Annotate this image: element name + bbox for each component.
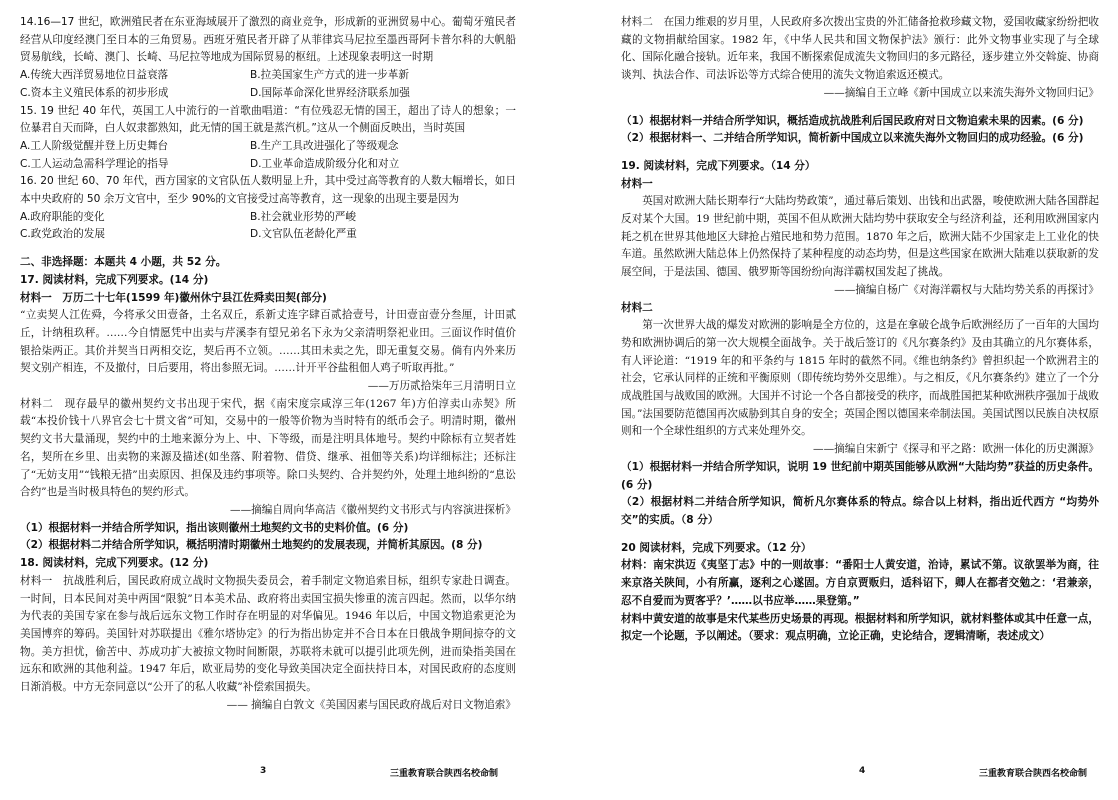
q18-requirement-1: （1）根据材料一并结合所学知识，概括造成抗战胜利后国民政府对日文物追索未果的因素。(6 分) <box>621 114 1084 127</box>
q15-option-c: C.工人运动急需科学理论的指导 <box>20 157 169 170</box>
q14-stem: 14.16—17 世纪，欧洲殖民者在东亚海域展开了激烈的商业竞争，形成新的亚洲贸易中心。葡萄牙殖民者经营从印度经澳门至日本的三角贸易。西班牙殖民者开辟了从菲律宾马尼拉至墨西哥阿卡普尔科的大帆船贸易航线，长崎、澳门、长崎、马尼拉等地成为国际贸易的枢纽。上述现象表明这一时期 <box>20 16 516 64</box>
q17-requirement-1: （1）根据材料一并结合所学知识，指出该则徽州土地契约文书的史料价值。(6 分) <box>20 521 409 534</box>
q17-material2-text: 材料二 现存最早的徽州契约文书出现于宋代，据《南宋度宗咸淳三年(1267 年)方伯淳卖山赤契》所载“本投价钱十八界官会七十贯文省”可知，交易中的一般等价物为当时特有的纸币会子。明清时期，徽州契约文书大量涌现，契约中的土地来源分为上、中、下等级，而是注明具体地号。契约中除标有立契者姓名，契所在乡里、出卖物的来源及描述(如坐落、附着物、借贷、继承、祖佃等关系)均详细标注；还标注了“无妨支用”“钱粮无措”出卖原因、担保及违约事项等。除口头契约、合并契约外，处理土地纠纷的“息讼合约”也是当时极具特色的契约形式。 <box>20 397 516 499</box>
right-page <box>559 0 1118 800</box>
q16-option-b: B.社会就业形势的严峻 <box>250 210 356 223</box>
q20-task: 材料中黄安道的故事是宋代某些历史场景的再现。根据材料和所学知识，就材料整体或其中任意一点，拟定一个论题，予以阐述。（要求：观点明确，立论正确，史论结合，逻辑清晰，表述成文） <box>621 612 1099 643</box>
q15-option-a: A.工人阶级觉醒并登上历史舞台 <box>20 139 169 152</box>
q14-option-b: B.拉美国家生产方式的进一步革新 <box>250 69 409 82</box>
q16-option-a: A.政府职能的变化 <box>20 210 105 223</box>
right-column <box>621 14 1099 646</box>
q17-requirement-2: （2）根据材料二并结合所学知识，概括明清时期徽州土地契约的发展表现，并简析其原因。(8 分) <box>20 539 483 552</box>
q17-material1-text: “立卖契人江佐舜，今将承父田壹备，土名双丘，系新丈连字肆百贰拾壹号，计田壹亩壹分叁厘，计田贰丘，计纳租玖秤。……今自情愿凭中出卖与芹溪李有望兄弟名下永为父亲清明祭祀业田。三面议作时值价银拾柒两正。其价并契当日两相交讫，契后再不立领。……其田未卖之先，即无重复交易。倘有内外来历契文别产相连，不及撤付，日后要用，将出参照无词。……计开平谷盐租佃人鸡子听取再批。” <box>20 309 516 375</box>
left-column <box>20 14 516 714</box>
q16-options <box>20 209 516 244</box>
q15-stem: 15. 19 世纪 40 年代，英国工人中流行的一首歌曲唱道：“有位残忍无情的国王，超出了诗人的想象；一位暴君自天而降，白人奴隶都熟知，此无情的国王就是蒸汽机。”这从一个侧面反映出，当时英国 <box>20 104 516 135</box>
q20-material-text: 材料：南宋洪迈《夷坚丁志》中的一则故事：“番阳士人黄安道，治诗，累试不第。议欲罢举为商，往来京洛关陕间，小有所赢，逐利之心遂固。方自京贾贩归，适科诏下，卿人在都者交勉之：‘君兼亲，忍不自爱而为贾客乎？’……以书应举……果登第。” <box>621 559 1099 607</box>
q19-material1-label: 材料一 <box>621 177 653 190</box>
q14-option-d: D.国际革命深化世界经济联系加强 <box>250 86 410 99</box>
q14-options <box>20 67 516 102</box>
q18-title: 18. 阅读材料，完成下列要求。(12 分) <box>20 557 209 570</box>
q14-option-c: C.资本主义殖民体系的初步形成 <box>20 86 169 99</box>
q14-option-a: A.传统大西洋贸易地位日益衰落 <box>20 69 169 82</box>
q16-option-d: D.文官队伍老龄化严重 <box>250 228 357 241</box>
q17-material1-title: 材料一 万历二十七年(1599 年)徽州休宁县江佐舜卖田契(部分) <box>20 291 327 304</box>
q15-options <box>20 138 516 173</box>
q17-material1-source: ——万历贰拾柒年三月清明日立 <box>367 380 516 393</box>
q15-option-b: B.生产工具改进强化了等级观念 <box>250 139 399 152</box>
q16-stem: 16. 20 世纪 60、70 年代，西方国家的文官队伍人数明显上升，其中受过高等教育的人数大幅增长，如日本中央政府的 50 余万文官中，至少 90%的文官接受过高等教育，这一现象的出现主要是因为 <box>20 175 516 206</box>
section-heading: 二、非选择题：本题共 4 小题，共 52 分。 <box>20 256 227 269</box>
q17-material2-source: ——摘编自周向华高洁《徽州契约文书形式与内容演进探析》 <box>229 503 516 516</box>
q18-material1-text: 材料一 抗战胜利后，国民政府成立战时文物损失委员会，着手制定文物追索目标，组织专家赴日调查。一时间，日本民间对美中两国“限貌”日本美术品、政府将出卖国宝损失惨重的流言四起。然而，以华尔纳为代表的美国专家在参与战后远东文物工作时存在明显的对华偏见。1946 年以后，中国文物追索更沦为美国博弈的筹码。美国针对苏联提出《雅尔塔协定》的行为指出协定并不合日本在日俄战争期间掠夺的文物。美方担忧，偷苦中、苏成功扩大被掠文物时间断限，苏联将未就可以提引此项先例，进而染指美国在远东和欧洲的其他利益。1947 年后，欧亚局势的变化导致美国决定全面扶持日本，对国民政府的态度则日渐消极。中方无奈同意以“公开了的私人收藏”补偿索国损失。 <box>20 574 516 694</box>
q19-requirement-1: （1）根据材料一并结合所学知识，说明 19 世纪前中期英国能够从欧洲“大陆均势”获益的历史条件。(6 分) <box>621 460 1099 491</box>
q19-material2-source: ——摘编自宋新宁《探寻和平之路：欧洲一体化的历史渊源》 <box>812 443 1099 456</box>
q18-material1-source: —— 摘编自白敦文《美国因素与国民政府战后对日文物追索》 <box>226 698 516 711</box>
q19-material2-text: 第一次世界大战的爆发对欧洲的影响是全方位的，这是在拿破仑战争后欧洲经历了一百年的大国均势和欧洲协调后的第一次大规模全面战争。关于战后签订的《凡尔赛条约》及由其确立的凡尔赛体系，有人评论道：“1919 年的和平条约与 1815 年时的截然不同。《维也纳条约》曾担织起一个欧洲君主的社会，它承认同样的正统和平衡原则（即传统均势外交思维）。与之相反，《凡尔赛条约》建立了一个分成战胜国与战败国的欧洲。大国并不讨论一个各自都接受的秩序，而战胜国把某种欧洲秩序强加于战败国。”法国要防范德国再次威胁到其自身的安全；英国企图以德国来牵制法国。美国试图以民族自决权原则和一个全球性组织的方式来处理外交。 <box>621 319 1099 438</box>
q19-material2-label: 材料二 <box>621 301 653 314</box>
page-number-right: 4 <box>859 766 866 776</box>
q19-requirement-2: （2）根据材料二并结合所学知识，简析凡尔赛体系的特点。综合以上材料，指出近代西方 “均势外交”的实质。（8 分） <box>621 496 1099 526</box>
footer-left: 三重教育联合陕西名校命制 <box>390 769 499 779</box>
page-number-left: 3 <box>260 766 267 776</box>
q18-material2-source: ——摘编自王立峰《新中国成立以来流失海外文物回归记》 <box>823 86 1099 99</box>
q19-material1-text: 英国对欧洲大陆长期奉行“大陆均势政策”，通过幕后策划、出钱和出武器，唆使欧洲大陆各国群起反对某个大国。19 世纪前中期，英国不但从欧洲大陆均势中获取安全与经济利益，还利用欧洲国家内耗之机在世界其他地区大肆抢占殖民地和势力范围。1870 年之后，欧洲大陆不少国家走上工业化的快车道。虽然欧洲大陆总体上仍然保持了某种程度的动态均势，但是这些国家在欧洲大陆难以获取新的发展空间，于是法国、德国、俄罗斯等国纷纷向海洋霸权国发起了挑战。 <box>621 195 1099 279</box>
q19-title: 19. 阅读材料，完成下列要求。（14 分） <box>621 159 816 172</box>
q15-option-d: D.工业革命造成阶级分化和对立 <box>250 157 400 170</box>
q18-material2-text: 材料二 在国力维艰的岁月里，人民政府多次拨出宝贵的外汇储备抢救珍藏文物，爱国收藏家纷纷把收藏的文物捐献给国家。1982 年，《中华人民共和国文物保护法》颁行：此外文物事业实现了与全球化、国际化融合接轨。近年来，我国不断探索促成流失文物回归的多元路径，逐步建立外交斡旋、协商谈判、执法合作、司法诉讼等方式综合使用的流失文物追索返还模式。 <box>621 16 1099 82</box>
q17-title: 17. 阅读材料，完成下列要求。(14 分) <box>20 273 209 286</box>
q19-material1-source: ——摘编自杨广《对海洋霸权与大陆均势关系的再探讨》 <box>834 283 1099 296</box>
footer-right: 三重教育联合陕西名校命制 <box>979 769 1088 779</box>
q20-title: 20 阅读材料，完成下列要求。（12 分） <box>621 541 812 554</box>
q18-requirement-2: （2）根据材料一、二并结合所学知识，简析新中国成立以来流失海外文物回归的成功经验。(6 分) <box>621 132 1084 145</box>
q16-option-c: C.政党政治的发展 <box>20 228 105 241</box>
